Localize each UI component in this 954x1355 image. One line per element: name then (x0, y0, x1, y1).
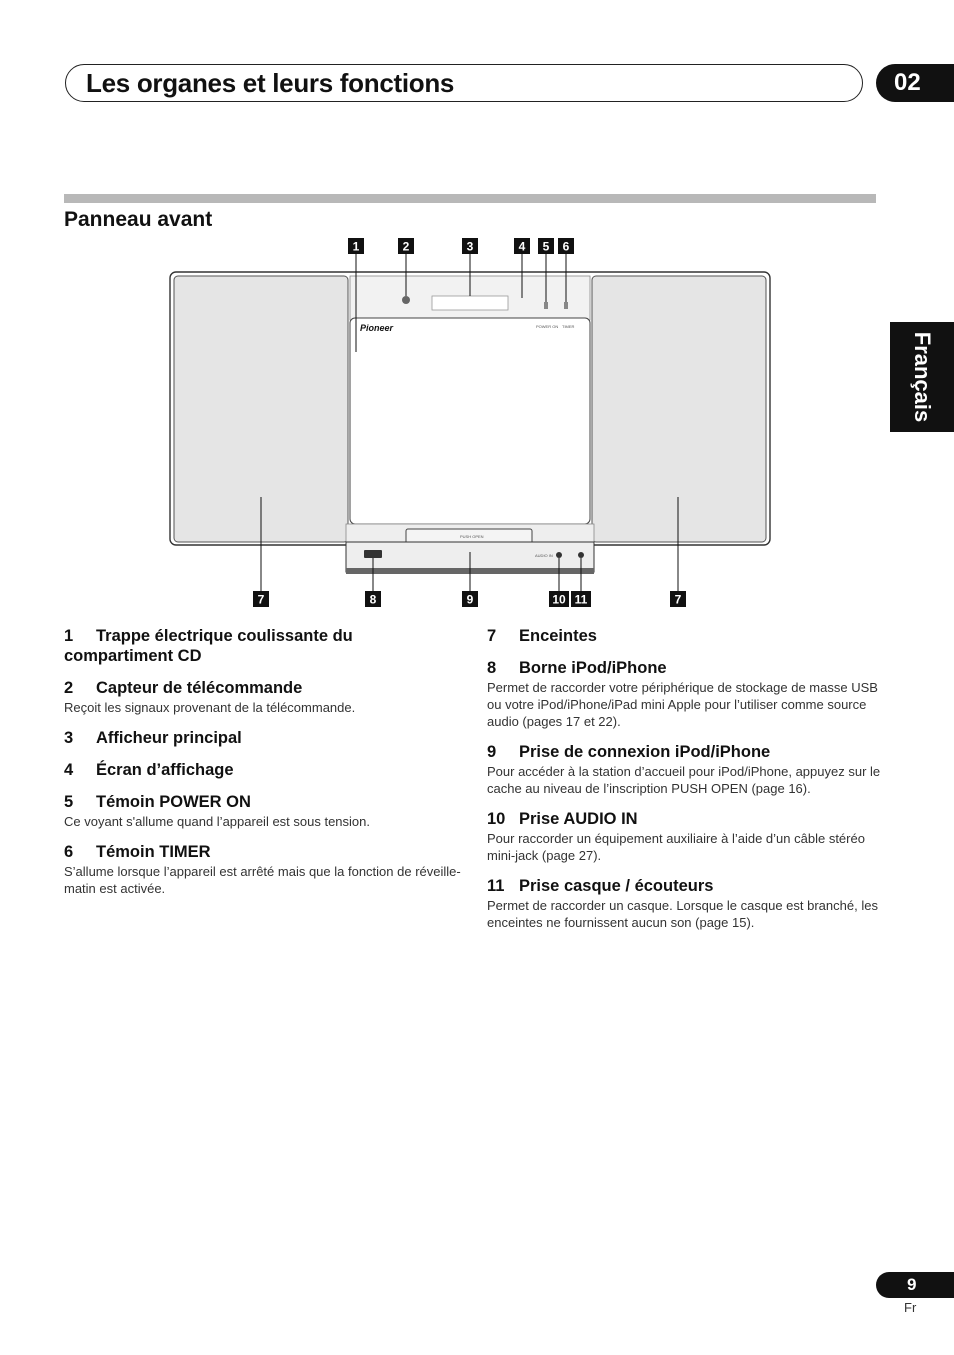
list-item (64, 678, 464, 716)
svg-text:10: 10 (552, 592, 566, 607)
timer-led (564, 302, 568, 309)
page-title: Les organes et leurs fonctions (86, 68, 455, 98)
page-number: 9 (876, 1272, 954, 1298)
callout-5 (538, 238, 554, 254)
brand-logo: Pioneer (360, 323, 394, 333)
callout-7-right (670, 591, 686, 607)
item-number: 10 (487, 810, 506, 828)
page-header (65, 64, 863, 102)
item-number: 3 (64, 729, 74, 747)
callout-11 (571, 591, 591, 607)
item-number: 1 (64, 627, 74, 645)
section-title: Panneau avant (64, 208, 213, 231)
front-panel-diagram (160, 232, 790, 617)
item-description: Permet de raccorder votre périphérique de stockage de masse USB ou votre iPod/iPhone/iPad mini Apple pour l’utiliser comme source audio (pages 17 et 22). (487, 680, 878, 729)
callout-3 (462, 238, 478, 254)
item-description: S’allume lorsque l’appareil est arrêté mais que la fonction de réveille-matin est activée. (64, 864, 461, 896)
headphone-jack (578, 552, 584, 558)
svg-text:3: 3 (466, 239, 474, 254)
right-speaker (592, 276, 766, 542)
item-number: 9 (487, 743, 497, 761)
list-item (487, 626, 887, 646)
item-number: 6 (64, 843, 74, 861)
item-title: Afficheur principal (96, 729, 242, 747)
item-number: 2 (64, 679, 74, 697)
callout-7-left (253, 591, 269, 607)
callout-6 (558, 238, 574, 254)
list-item (64, 842, 464, 897)
svg-text:4: 4 (518, 239, 526, 254)
svg-text:7: 7 (257, 592, 265, 607)
page-language: Fr (904, 1300, 917, 1315)
language-tab (890, 322, 954, 432)
callout-4 (514, 238, 530, 254)
item-description: Reçoit les signaux provenant de la télécommande. (64, 700, 356, 715)
list-item (64, 760, 464, 780)
item-title: Borne iPod/iPhone (519, 659, 667, 677)
callout-2 (398, 238, 414, 254)
item-description: Pour raccorder un équipement auxiliaire à l’aide d’un câble stéréo mini-jack (page 27). (487, 831, 865, 863)
item-number: 8 (487, 659, 497, 677)
language-tab-label: Français (910, 331, 935, 423)
item-title: Prise casque / écouteurs (519, 877, 714, 895)
svg-text:9: 9 (466, 592, 474, 607)
remote-sensor (402, 296, 410, 304)
item-title: Prise AUDIO IN (519, 810, 638, 828)
svg-text:5: 5 (542, 239, 550, 254)
svg-text:1: 1 (352, 239, 360, 254)
push-open-label: PUSH OPEN (460, 534, 484, 539)
right-column (487, 626, 887, 943)
power-on-label: POWER ON (536, 324, 559, 329)
item-title: Témoin TIMER (96, 843, 211, 861)
svg-text:11: 11 (574, 592, 588, 607)
power-led (544, 302, 548, 309)
left-column (64, 626, 464, 909)
list-item (64, 626, 464, 666)
timer-label: TIMER (562, 324, 575, 329)
callout-1 (348, 238, 364, 254)
item-number: 5 (64, 793, 74, 811)
audio-in-label: AUDIO IN (535, 553, 553, 558)
list-item (487, 742, 887, 797)
item-title: Capteur de télécommande (96, 679, 303, 697)
list-item (487, 658, 887, 730)
callout-8 (365, 591, 381, 607)
item-title: Prise de connexion iPod/iPhone (519, 743, 771, 761)
svg-text:2: 2 (402, 239, 410, 254)
list-item (64, 792, 464, 830)
list-item (64, 728, 464, 748)
svg-text:7: 7 (674, 592, 682, 607)
item-number: 4 (64, 761, 74, 779)
cd-door (350, 318, 590, 524)
item-description: Pour accéder à la station d’accueil pour iPod/iPhone, appuyez sur le cache au niveau de l’inscription PUSH OPEN (page 16). (487, 764, 881, 796)
callout-10 (549, 591, 569, 607)
chapter-number: 02 (876, 64, 954, 102)
svg-text:6: 6 (562, 239, 570, 254)
callout-9 (462, 591, 478, 607)
item-title: Témoin POWER ON (96, 793, 251, 811)
svg-text:8: 8 (369, 592, 377, 607)
list-item (487, 876, 887, 931)
item-description: Ce voyant s'allume quand l’appareil est sous tension. (64, 814, 370, 829)
section-divider (64, 194, 876, 203)
item-title: Écran d’affichage (96, 761, 234, 779)
item-description: Permet de raccorder un casque. Lorsque le casque est branché, les enceintes ne fournissent aucun son (page 15). (487, 898, 878, 930)
item-title: Trappe électrique coulissante du compartiment CD (64, 627, 353, 665)
list-item (487, 809, 887, 864)
usb-port (364, 550, 382, 558)
main-display (432, 296, 508, 310)
item-number: 11 (487, 877, 505, 895)
item-title: Enceintes (519, 627, 597, 645)
item-number: 7 (487, 627, 497, 645)
audio-in-jack (556, 552, 562, 558)
